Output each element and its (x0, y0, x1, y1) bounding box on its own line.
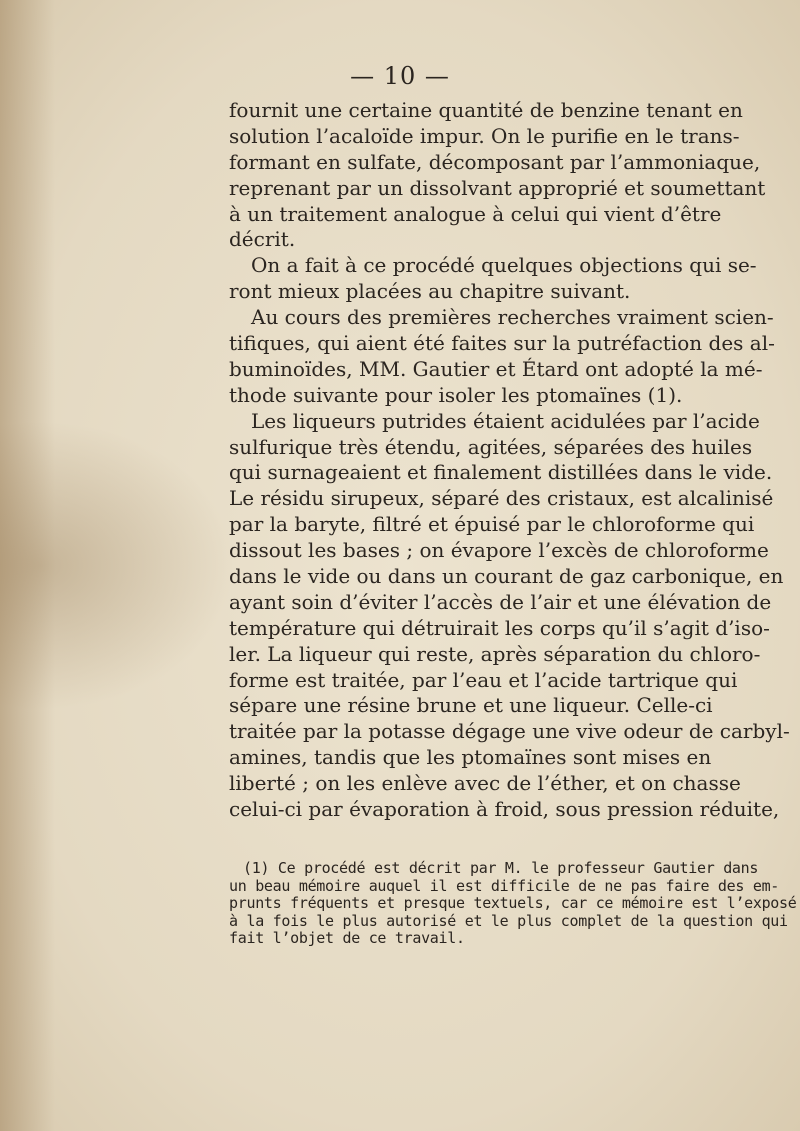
text-line: température qui détruirait les corps qu’il s’agit d’iso- (229, 615, 770, 640)
text-line: Les liqueurs putrides étaient acidulées par l’acide (251, 408, 760, 433)
text-line: liberté ; on les enlève avec de l’éther, et on chasse (229, 771, 741, 796)
text-line: fournit une certaine quantité de benzine tenant en (229, 98, 743, 122)
text-line: dans le vide ou dans un courant de gaz carbonique, en (229, 564, 784, 589)
text-line: à un traitement analogue à celui qui vient d’être (229, 201, 722, 226)
text-line: formant en sulfate, décomposant par l’ammoniaque, (229, 149, 761, 174)
footnote-line: un beau mémoire auquel il est difficile de ne pas faire des em- (229, 876, 780, 895)
text-line: reprenant par un dissolvant approprié et soumettant (229, 175, 766, 200)
footnote-line: à la fois le plus autorisé et le plus complet de la question qui (229, 911, 788, 930)
text-line: sulfurique très étendu, agitées, séparées des huiles (229, 434, 753, 459)
text-line: thode suivante pour isoler les ptomaïnes (1). (229, 382, 683, 407)
text-line: forme est traitée, par l’eau et l’acide tartrique qui (229, 667, 738, 692)
footnote-line: fait l’objet de ce travail. (229, 929, 465, 947)
page-number: — 10 — (350, 62, 450, 90)
text-line: qui surnageaient et finalement distillées dans le vide. (229, 460, 773, 485)
text-line: dissout les bases ; on évapore l’excès de chloroforme (229, 538, 769, 563)
text-line: celui-ci par évaporation à froid, sous pression réduite, (229, 797, 780, 822)
text-line: solution l’acaloïde impur. On le purifie en le trans- (229, 123, 740, 148)
footnote (229, 859, 797, 948)
text-line: On a fait à ce procédé quelques objections qui se- (251, 253, 757, 278)
text-line: buminoïdes, MM. Gautier et Étard ont adopté la mé- (229, 356, 763, 381)
text-line: ayant soin d’éviter l’accès de l’air et une élévation de (229, 589, 772, 614)
footnote-line: (1) Ce procédé est décrit par M. le professeur Gautier dans (243, 859, 759, 877)
text-line: décrit. (229, 227, 296, 252)
text-line: amines, tandis que les ptomaïnes sont mises en (229, 745, 712, 770)
page-edge-shadow (0, 0, 55, 1131)
text-line: ler. La liqueur qui reste, après séparation du chloro- (229, 641, 761, 666)
footnote-line: prunts fréquents et presque textuels, car ce mémoire est l’exposé (229, 894, 797, 912)
text-line: traitée par la potasse dégage une vive odeur de carbyl- (229, 719, 790, 744)
text-line: Le résidu sirupeux, séparé des cristaux, est alcalinisé (229, 486, 774, 511)
body-text (229, 98, 790, 823)
text-line: tifiques, qui aient été faites sur la putréfaction des al- (229, 331, 775, 356)
text-line: ront mieux placées au chapitre suivant. (229, 279, 631, 304)
text-line: Au cours des premières recherches vraiment scien- (251, 305, 774, 330)
text-line: sépare une résine brune et une liqueur. Celle-ci (229, 693, 713, 718)
text-line: par la baryte, filtré et épuisé par le chloroforme qui (229, 512, 755, 537)
